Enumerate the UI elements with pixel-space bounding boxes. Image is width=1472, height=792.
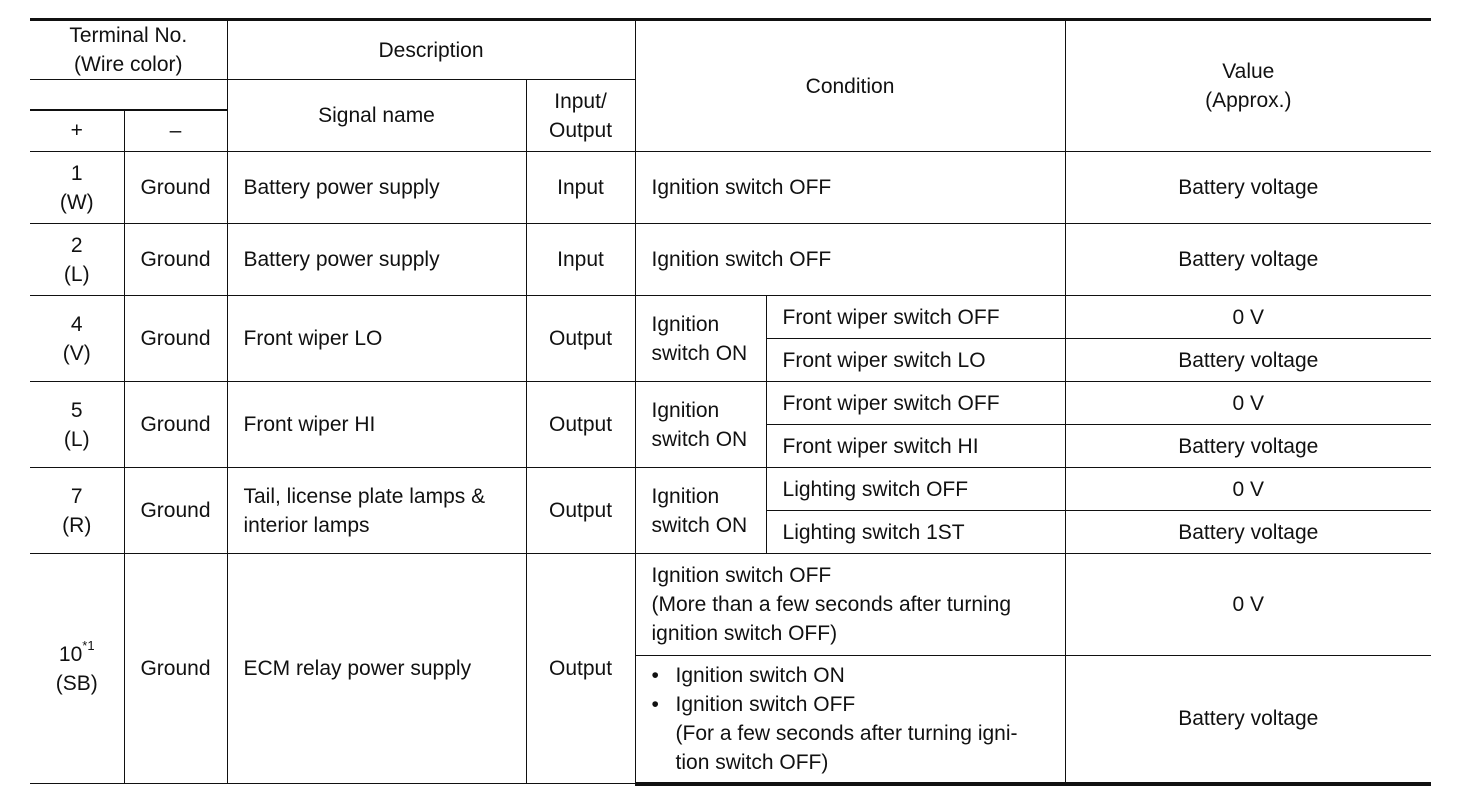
io-cell: Output (526, 296, 635, 382)
footnote-mark: *1 (82, 637, 95, 653)
minus-header: – (124, 110, 227, 152)
value-cell: Battery voltage (1065, 511, 1431, 554)
condition-main-line: Ignition (651, 398, 720, 422)
io-cell: Output (526, 554, 635, 784)
terminal-cell (30, 382, 124, 468)
wire-color: (L) (63, 262, 90, 286)
value-cell: Battery voltage (1065, 425, 1431, 468)
wire-color: (SB) (55, 671, 98, 695)
sub-condition-cell: Front wiper switch LO (766, 339, 1065, 382)
signal-cell: Front wiper HI (227, 382, 526, 468)
sub-condition-cell: Front wiper switch OFF (766, 382, 1065, 425)
condition-main-cell (635, 296, 766, 382)
ground-cell: Ground (124, 224, 227, 296)
value-header (1065, 20, 1431, 152)
sub-condition-cell: Front wiper switch HI (766, 425, 1065, 468)
io-cell: Output (526, 382, 635, 468)
description-header: Description (227, 20, 635, 80)
wire-color-label: (Wire color) (74, 53, 183, 76)
terminal-cell (30, 152, 124, 224)
ground-cell: Ground (124, 152, 227, 224)
value-cell: 0 V (1065, 382, 1431, 425)
terminal-number-line (30, 637, 124, 669)
terminal-cell (30, 296, 124, 382)
condition-line: ignition switch OFF) (651, 622, 838, 645)
terminal-number: 1 (70, 161, 83, 185)
terminal-number: 7 (70, 484, 83, 508)
signal-cell (227, 468, 526, 554)
wire-color: (R) (62, 513, 92, 537)
condition-main-line: Ignition (651, 312, 720, 336)
signal-name-header: Signal name (227, 80, 526, 152)
approx-label: (Approx.) (1205, 89, 1292, 112)
sub-condition-cell: Lighting switch 1ST (766, 511, 1065, 554)
condition-main-cell (635, 382, 766, 468)
condition-cell (635, 656, 1065, 784)
value-cell: Battery voltage (1065, 656, 1431, 784)
terminal-number: 5 (70, 398, 83, 422)
terminal-table (30, 18, 1431, 786)
table-row (30, 152, 1431, 224)
signal-line: Tail, license plate lamps & (243, 484, 486, 508)
io-header (526, 80, 635, 152)
wire-color: (V) (62, 341, 91, 365)
condition-line: tion switch OFF) (675, 750, 829, 774)
condition-bullet-list (652, 661, 1065, 719)
condition-main-cell (635, 468, 766, 554)
value-cell: 0 V (1065, 554, 1431, 656)
list-item: • Ignition switch OFF (652, 690, 1065, 719)
condition-line: Ignition switch OFF (651, 564, 832, 587)
io-cell: Input (526, 152, 635, 224)
signal-cell: Front wiper LO (227, 296, 526, 382)
plus-header: + (30, 110, 124, 152)
ground-cell: Ground (124, 382, 227, 468)
sub-condition-cell: Front wiper switch OFF (766, 296, 1065, 339)
terminal-no-header (30, 20, 227, 80)
terminal-cell (30, 468, 124, 554)
table-row (30, 554, 1431, 656)
terminal-number: 4 (70, 312, 83, 336)
condition-line: (More than a few seconds after turning (651, 593, 1012, 616)
value-cell: Battery voltage (1065, 339, 1431, 382)
io-output-label: Output (548, 118, 613, 142)
signal-cell: Battery power supply (227, 152, 526, 224)
header-row (30, 20, 1431, 80)
table-row (30, 296, 1431, 339)
condition-cell (635, 554, 1065, 656)
value-label: Value (1222, 60, 1275, 83)
wire-color: (W) (59, 190, 94, 214)
io-cell: Input (526, 224, 635, 296)
terminal-number: 2 (70, 233, 83, 257)
value-cell: Battery voltage (1065, 152, 1431, 224)
signal-cell: ECM relay power supply (227, 554, 526, 784)
value-cell: Battery voltage (1065, 224, 1431, 296)
condition-line: (For a few seconds after turning igni- (675, 721, 1018, 745)
signal-cell: Battery power supply (227, 224, 526, 296)
condition-cell: Ignition switch OFF (635, 224, 1065, 296)
list-item: • Ignition switch ON (652, 661, 1065, 690)
table-row (30, 224, 1431, 296)
condition-cell: Ignition switch OFF (635, 152, 1065, 224)
terminal-cell (30, 224, 124, 296)
wire-color: (L) (63, 427, 90, 451)
terminal-gap (30, 80, 227, 110)
table-row (30, 468, 1431, 511)
ground-cell: Ground (124, 296, 227, 382)
terminal-cell (30, 554, 124, 784)
condition-main-line: switch ON (651, 341, 748, 365)
ground-cell: Ground (124, 468, 227, 554)
sub-condition-cell: Lighting switch OFF (766, 468, 1065, 511)
condition-header: Condition (635, 20, 1065, 152)
condition-main-line: switch ON (651, 513, 748, 537)
io-input-label: Input/ (554, 89, 607, 113)
signal-line: interior lamps (243, 513, 370, 537)
condition-main-line: switch ON (651, 427, 748, 451)
terminal-number: 10 (58, 642, 83, 666)
value-cell: 0 V (1065, 468, 1431, 511)
table-row (30, 382, 1431, 425)
condition-main-line: Ignition (651, 484, 720, 508)
io-cell: Output (526, 468, 635, 554)
value-cell: 0 V (1065, 296, 1431, 339)
terminal-no-label: Terminal No. (69, 24, 188, 47)
ground-cell: Ground (124, 554, 227, 784)
